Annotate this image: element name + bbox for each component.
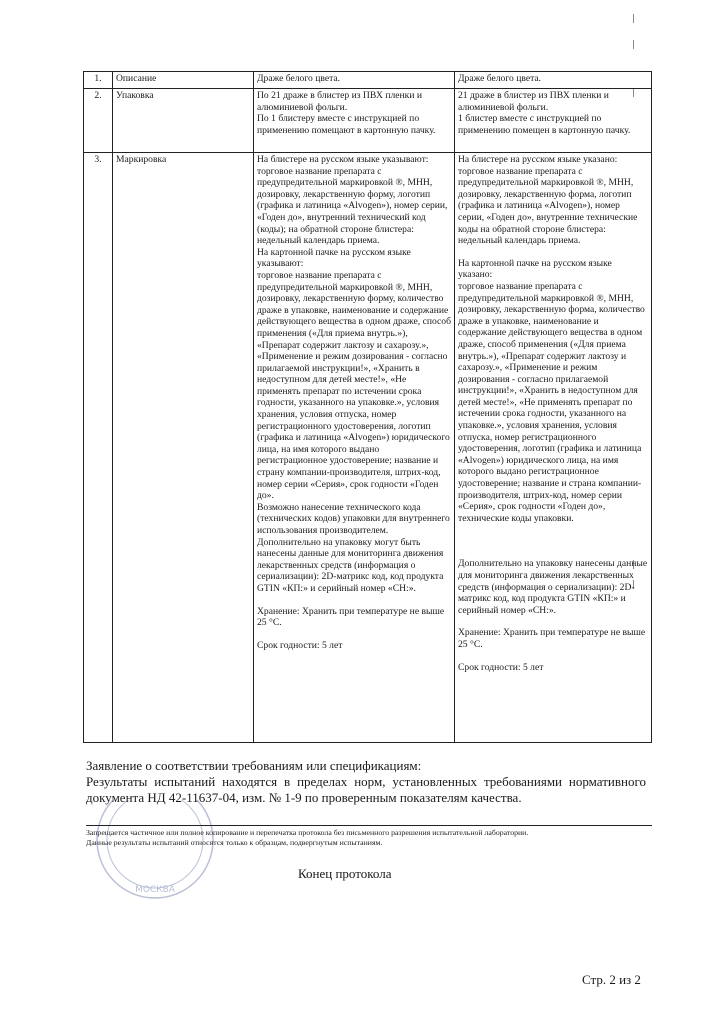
table-row xyxy=(84,89,652,153)
end-of-protocol: Конец протокола xyxy=(298,866,392,881)
statement-body: Результаты испытаний находятся в пределах норм, установленных требованиями нормативного документа НД 42-11637-04, изм. № 1-9 по проверенным показателям качества. xyxy=(86,773,646,805)
storage-requirement: Хранение: Хранить при температуре не выше 25 °C. xyxy=(257,605,445,629)
specification-table xyxy=(83,71,652,743)
row-result: 21 драже в блистер из ПВХ пленки и алюминиевой фольги. 1 блистер вместе с инструкцией по применению помещен в картонную пачку. xyxy=(455,89,652,153)
row-result xyxy=(455,153,652,743)
storage-result: Хранение: Хранить при температуре не выше 25 °C. xyxy=(458,627,646,650)
carton-marking-result: На картонной пачке на русском языке указано: торговое название препарата с предупредительной маркировкой ®, МНН, дозировку, лекарственную форма, количество драже в упаковке, наименование и содержание действующего вещества в одном драже, способ применения («Для приема внутрь.»), «Препарат содержит лактозу и сахарозу.», «Применение и режим дозирования - согласно прилагаемой инструкции!», «Хранить в недоступном для детей месте!», «Не применять препарат по истечении срока годности, указанного на упаковке.», условия хранения, условия отпуска, номер регистрационного удостоверения, логотип (графика и латиница «Alvogen») юридического лица, на имя которого выдано регистрационное удостоверение; название и страна компании-производителя, штрих-код, номер серии «Серия», срок годности «Годен до», технические коды упаковки. xyxy=(458,257,645,524)
scan-mark xyxy=(633,14,634,23)
conformity-statement xyxy=(86,758,646,805)
footnote-scope: Данные результаты испытаний относятся только к образцам, подвергнутым испытаниям. xyxy=(86,838,383,847)
table-row xyxy=(84,72,652,89)
laboratory-stamp xyxy=(80,800,230,920)
row-requirement xyxy=(254,153,455,743)
statement-heading: Заявление о соответствии требованиям или спецификациям: xyxy=(86,758,422,773)
shelf-life-requirement: Срок годности: 5 лет xyxy=(257,639,343,651)
stamp-city: МОСКВА xyxy=(135,885,175,895)
row-parameter: Маркировка xyxy=(113,153,254,743)
row-result: Драже белого цвета. xyxy=(455,72,652,89)
blister-marking-result: На блистере на русском языке указано: торговое название препарата с предупредительной маркировкой ®, МНН, дозировку, лекарственную форма, логотип (графика и латиница «Alvogen»), номер серии, «Годен до», внутренние технические коды на обратной стороне блистера: недельный календарь приема. xyxy=(458,154,638,247)
row-number: 1. xyxy=(84,72,113,89)
row-number: 2. xyxy=(84,89,113,153)
footnote-copy-restriction: Запрещается частичное или полное копирование и перепечатка протокола без письменного разрешения испытательной лаборатории. xyxy=(86,828,529,837)
serialization-result: Дополнительно на упаковку нанесены данные для мониторинга движения лекарственных средств (информация о сериализации): 2D-матрикс код, код продукта GTIN «КП:» и серийный номер «СН:». xyxy=(458,558,648,616)
page-number: Стр. 2 из 2 xyxy=(582,972,641,987)
table-row xyxy=(84,153,652,743)
row-number: 3. xyxy=(84,153,113,743)
marking-requirement-text: На блистере на русском языке указывают: торговое название препарата с предупредительной маркировкой ®, МНН, дозировку, лекарственную форму, логотип (графика и латиница «Alvogen»), номер серии, «Годен до», внутренний технический код (коды); на обратной стороне блистера: недельный календарь приема. На картонной пачке на русском языке указывают: торговое название препарата с предупредительной маркировкой ®, МНН, дозировку, лекарственную форму, количество драже в упаковке, наименование и содержание действующего вещества в одном драже, способ применения («Для приема внутрь.»), «Препарат содержит лактозу и сахарозу.», «Применение и режим дозирования - согласно прилагаемой инструкции!», «Хранить в недоступном для детей месте!», «Не применять препарат по истечении срока годности, указанного на упаковке.», условия хранения, условия отпуска, номер регистрационного удостоверения, логотип (графика и латиница «Alvogen») юридического лица, на имя которого выдано регистрационное удостоверение; название и страну компании-производителя, штрих-код, номер серии «Серия», срок годности «Годен до». Возможно нанесение технического кода (технических кодов) упаковки для внутреннего использования производителем. Дополнительно на упаковку могут быть нанесены данные для мониторинга движения лекарственных средств (информация о сериализации): 2D-матрикс код, код продукта GTIN «КП:» и серийный номер «СН:». xyxy=(257,154,451,594)
scan-mark xyxy=(633,40,634,49)
row-requirement: Драже белого цвета. xyxy=(254,72,455,89)
row-parameter: Упаковка xyxy=(113,89,254,153)
row-requirement: По 21 драже в блистер из ПВХ пленки и алюминиевой фольги. По 1 блистеру вместе с инструкцией по применению помещают в картонную пачку. xyxy=(254,89,455,153)
row-parameter: Описание xyxy=(113,72,254,89)
shelf-life-result: Срок годности: 5 лет xyxy=(458,661,544,673)
